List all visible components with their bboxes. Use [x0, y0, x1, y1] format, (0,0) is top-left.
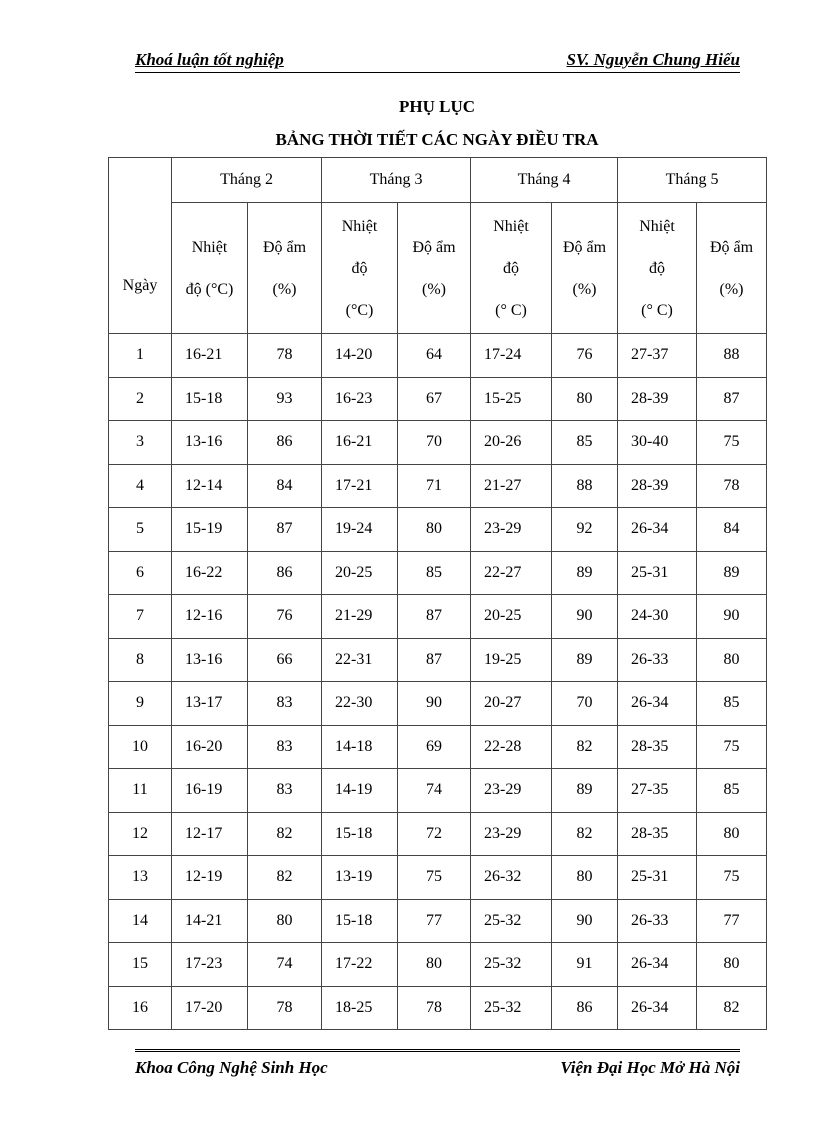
m3-humidity-cell: 75	[398, 856, 471, 900]
page-footer	[135, 1049, 740, 1080]
m3-humidity-cell: 80	[398, 943, 471, 987]
m3-temp-cell: 19-24	[322, 508, 398, 552]
m2-temp-cell: 12-14	[172, 464, 248, 508]
m3-temp-cell: 15-18	[322, 899, 398, 943]
m5-temp-cell: 28-39	[618, 377, 697, 421]
table-row	[109, 812, 767, 856]
m2-humidity-cell: 84	[248, 464, 322, 508]
table-body	[109, 334, 767, 1030]
day-cell: 15	[109, 943, 172, 987]
m2-humidity-cell: 83	[248, 682, 322, 726]
table-row	[109, 464, 767, 508]
m2-temp-header: Nhiệt độ (°C)	[172, 203, 248, 334]
m4-temp-cell: 19-25	[471, 638, 552, 682]
table-row	[109, 377, 767, 421]
m5-humidity-header: Độ ẩm (%)	[697, 203, 767, 334]
m2-humidity-cell: 74	[248, 943, 322, 987]
m4-temp-cell: 23-29	[471, 508, 552, 552]
day-cell: 8	[109, 638, 172, 682]
m4-temp-cell: 22-28	[471, 725, 552, 769]
m3-humidity-cell: 71	[398, 464, 471, 508]
m3-temp-cell: 16-23	[322, 377, 398, 421]
m4-temp-header: Nhiệt độ (° C)	[471, 203, 552, 334]
m2-temp-cell: 17-20	[172, 986, 248, 1030]
table-row	[109, 769, 767, 813]
m3-humidity-cell: 90	[398, 682, 471, 726]
m2-humidity-cell: 82	[248, 812, 322, 856]
day-cell: 6	[109, 551, 172, 595]
day-cell: 12	[109, 812, 172, 856]
table-row	[109, 943, 767, 987]
m2-humidity-cell: 78	[248, 986, 322, 1030]
m4-temp-cell: 21-27	[471, 464, 552, 508]
m2-temp-cell: 16-21	[172, 334, 248, 378]
m4-humidity-cell: 88	[552, 464, 618, 508]
table-title: BẢNG THỜI TIẾT CÁC NGÀY ĐIỀU TRA	[275, 130, 599, 149]
table-row	[109, 334, 767, 378]
m2-temp-cell: 13-16	[172, 421, 248, 465]
m2-temp-cell: 12-16	[172, 595, 248, 639]
weather-table	[108, 157, 767, 1030]
month-header-3: Tháng 3	[322, 158, 471, 203]
m3-humidity-cell: 87	[398, 638, 471, 682]
m4-humidity-cell: 89	[552, 769, 618, 813]
m5-humidity-cell: 77	[697, 899, 767, 943]
m2-humidity-cell: 83	[248, 769, 322, 813]
m4-temp-cell: 25-32	[471, 986, 552, 1030]
m3-humidity-cell: 72	[398, 812, 471, 856]
m2-humidity-cell: 80	[248, 899, 322, 943]
m2-temp-cell: 16-20	[172, 725, 248, 769]
m4-humidity-cell: 80	[552, 856, 618, 900]
m2-humidity-cell: 76	[248, 595, 322, 639]
day-cell: 9	[109, 682, 172, 726]
m5-temp-cell: 27-37	[618, 334, 697, 378]
m2-humidity-header: Độ ẩm (%)	[248, 203, 322, 334]
day-cell: 5	[109, 508, 172, 552]
m2-temp-cell: 15-18	[172, 377, 248, 421]
day-column-header: Ngày	[109, 158, 172, 334]
m3-humidity-cell: 74	[398, 769, 471, 813]
m4-humidity-cell: 90	[552, 899, 618, 943]
m5-humidity-cell: 75	[697, 725, 767, 769]
m5-temp-cell: 26-34	[618, 943, 697, 987]
m2-temp-cell: 16-19	[172, 769, 248, 813]
m2-temp-cell: 12-17	[172, 812, 248, 856]
m5-humidity-cell: 85	[697, 682, 767, 726]
m2-humidity-cell: 86	[248, 551, 322, 595]
m5-humidity-cell: 75	[697, 421, 767, 465]
m3-temp-cell: 14-18	[322, 725, 398, 769]
m4-humidity-cell: 91	[552, 943, 618, 987]
m3-temp-cell: 21-29	[322, 595, 398, 639]
m3-humidity-cell: 85	[398, 551, 471, 595]
m3-humidity-cell: 77	[398, 899, 471, 943]
m2-temp-cell: 17-23	[172, 943, 248, 987]
table-row	[109, 638, 767, 682]
m4-temp-cell: 26-32	[471, 856, 552, 900]
m2-humidity-cell: 82	[248, 856, 322, 900]
m4-humidity-cell: 89	[552, 638, 618, 682]
m3-humidity-cell: 70	[398, 421, 471, 465]
m4-humidity-cell: 76	[552, 334, 618, 378]
day-cell: 2	[109, 377, 172, 421]
m5-temp-cell: 28-35	[618, 812, 697, 856]
m5-temp-cell: 28-35	[618, 725, 697, 769]
m3-temp-cell: 22-30	[322, 682, 398, 726]
m3-temp-cell: 16-21	[322, 421, 398, 465]
appendix-title: PHỤ LỤC	[398, 97, 476, 116]
m5-humidity-cell: 75	[697, 856, 767, 900]
m4-temp-cell: 15-25	[471, 377, 552, 421]
table-row	[109, 508, 767, 552]
m2-temp-cell: 16-22	[172, 551, 248, 595]
m4-temp-cell: 25-32	[471, 943, 552, 987]
m4-humidity-cell: 86	[552, 986, 618, 1030]
table-row	[109, 725, 767, 769]
m3-humidity-cell: 67	[398, 377, 471, 421]
m3-temp-cell: 18-25	[322, 986, 398, 1030]
m2-temp-cell: 12-19	[172, 856, 248, 900]
m5-temp-cell: 26-33	[618, 638, 697, 682]
m5-humidity-cell: 85	[697, 769, 767, 813]
m5-temp-cell: 27-35	[618, 769, 697, 813]
m4-humidity-header: Độ ẩm (%)	[552, 203, 618, 334]
m3-temp-cell: 15-18	[322, 812, 398, 856]
day-cell: 10	[109, 725, 172, 769]
m3-temp-cell: 17-21	[322, 464, 398, 508]
m3-temp-cell: 14-19	[322, 769, 398, 813]
m2-temp-cell: 14-21	[172, 899, 248, 943]
table-row	[109, 551, 767, 595]
m4-humidity-cell: 82	[552, 812, 618, 856]
m4-humidity-cell: 82	[552, 725, 618, 769]
m3-temp-cell: 13-19	[322, 856, 398, 900]
day-cell: 16	[109, 986, 172, 1030]
m2-humidity-cell: 86	[248, 421, 322, 465]
m5-humidity-cell: 80	[697, 943, 767, 987]
m4-temp-cell: 20-26	[471, 421, 552, 465]
m5-humidity-cell: 89	[697, 551, 767, 595]
table-row	[109, 986, 767, 1030]
m2-temp-cell: 15-19	[172, 508, 248, 552]
m4-humidity-cell: 92	[552, 508, 618, 552]
m5-humidity-cell: 78	[697, 464, 767, 508]
m5-temp-cell: 25-31	[618, 551, 697, 595]
day-cell: 3	[109, 421, 172, 465]
m2-humidity-cell: 87	[248, 508, 322, 552]
m3-humidity-cell: 69	[398, 725, 471, 769]
m5-humidity-cell: 90	[697, 595, 767, 639]
m4-temp-cell: 23-29	[471, 812, 552, 856]
m2-temp-cell: 13-17	[172, 682, 248, 726]
day-cell: 4	[109, 464, 172, 508]
m5-temp-cell: 30-40	[618, 421, 697, 465]
m5-humidity-cell: 87	[697, 377, 767, 421]
m5-temp-cell: 26-34	[618, 508, 697, 552]
m5-temp-cell: 28-39	[618, 464, 697, 508]
m2-humidity-cell: 78	[248, 334, 322, 378]
m5-temp-cell: 26-33	[618, 899, 697, 943]
m5-temp-cell: 26-34	[618, 682, 697, 726]
m3-humidity-cell: 78	[398, 986, 471, 1030]
footer-faculty: Khoa Công Nghệ Sinh Học	[135, 1058, 328, 1077]
m3-temp-header: Nhiệt độ (°C)	[322, 203, 398, 334]
m3-temp-cell: 17-22	[322, 943, 398, 987]
m4-humidity-cell: 70	[552, 682, 618, 726]
m5-temp-header: Nhiệt độ (° C)	[618, 203, 697, 334]
header-thesis-label: Khoá luận tốt nghiệp	[135, 50, 284, 69]
m3-humidity-header: Độ ẩm (%)	[398, 203, 471, 334]
m3-humidity-cell: 80	[398, 508, 471, 552]
day-cell: 1	[109, 334, 172, 378]
table-row	[109, 595, 767, 639]
subheader-row	[109, 203, 767, 334]
m4-humidity-cell: 85	[552, 421, 618, 465]
table-row	[109, 421, 767, 465]
m3-temp-cell: 14-20	[322, 334, 398, 378]
m4-temp-cell: 17-24	[471, 334, 552, 378]
m5-humidity-cell: 80	[697, 812, 767, 856]
m2-humidity-cell: 83	[248, 725, 322, 769]
m5-temp-cell: 26-34	[618, 986, 697, 1030]
month-header-2: Tháng 2	[172, 158, 322, 203]
m4-humidity-cell: 89	[552, 551, 618, 595]
m4-temp-cell: 25-32	[471, 899, 552, 943]
m2-temp-cell: 13-16	[172, 638, 248, 682]
m4-temp-cell: 20-25	[471, 595, 552, 639]
page-header	[135, 50, 740, 73]
table-row	[109, 899, 767, 943]
day-cell: 13	[109, 856, 172, 900]
m5-temp-cell: 25-31	[618, 856, 697, 900]
m5-temp-cell: 24-30	[618, 595, 697, 639]
m2-humidity-cell: 66	[248, 638, 322, 682]
m2-humidity-cell: 93	[248, 377, 322, 421]
table-row	[109, 682, 767, 726]
header-student-name: SV. Nguyễn Chung Hiếu	[566, 50, 740, 69]
m4-temp-cell: 20-27	[471, 682, 552, 726]
m4-humidity-cell: 80	[552, 377, 618, 421]
day-cell: 14	[109, 899, 172, 943]
m3-temp-cell: 20-25	[322, 551, 398, 595]
m3-humidity-cell: 87	[398, 595, 471, 639]
m4-humidity-cell: 90	[552, 595, 618, 639]
day-cell: 7	[109, 595, 172, 639]
month-header-4: Tháng 4	[471, 158, 618, 203]
month-header-5: Tháng 5	[618, 158, 767, 203]
m5-humidity-cell: 84	[697, 508, 767, 552]
m3-humidity-cell: 64	[398, 334, 471, 378]
m5-humidity-cell: 88	[697, 334, 767, 378]
m5-humidity-cell: 80	[697, 638, 767, 682]
m4-temp-cell: 22-27	[471, 551, 552, 595]
footer-institute: Viện Đại Học Mở Hà Nội	[560, 1058, 740, 1077]
m3-temp-cell: 22-31	[322, 638, 398, 682]
m4-temp-cell: 23-29	[471, 769, 552, 813]
day-cell: 11	[109, 769, 172, 813]
table-row	[109, 856, 767, 900]
month-header-row	[109, 158, 767, 203]
m5-humidity-cell: 82	[697, 986, 767, 1030]
